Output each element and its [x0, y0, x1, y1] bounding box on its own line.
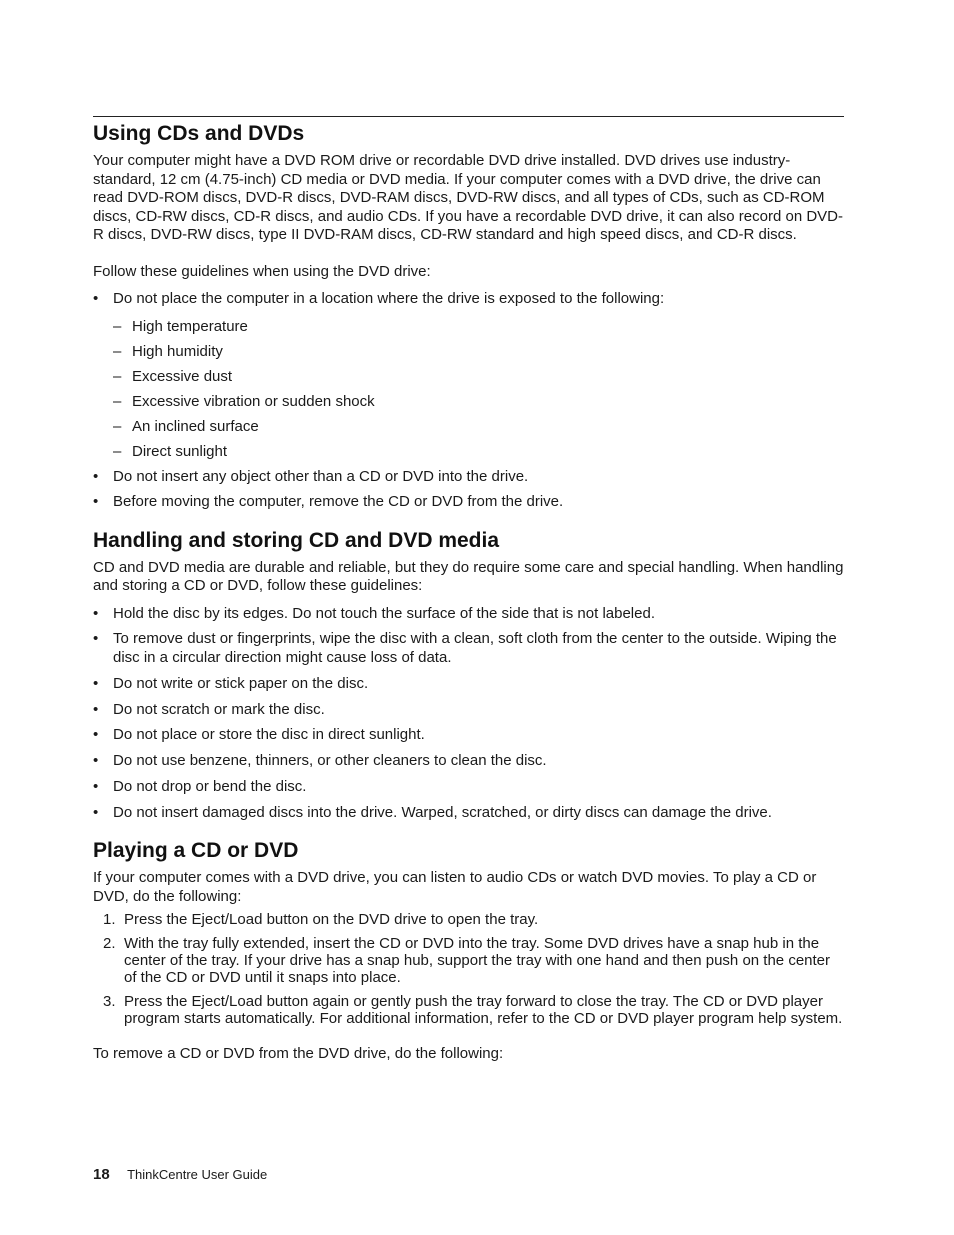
page-footer [93, 1166, 267, 1183]
list-item: • Do not insert damaged discs into the drive. Warped, scratched, or dirty discs can damage the drive. [93, 804, 845, 823]
step-text: Press the Eject/Load button again or gently push the tray forward to close the tray. The CD or DVD player program starts automatically. For additional information, refer to the CD or DVD player program help system. [124, 993, 843, 1028]
list-item: • Do not drop or bend the disc. [93, 778, 845, 797]
page-number: 18 [93, 1166, 110, 1183]
step-number: 3. [103, 993, 116, 1011]
handling-intro-paragraph: CD and DVD media are durable and reliable, but they do require some care and special handling. When handling and storing a CD or DVD, follow these guidelines: [93, 558, 844, 595]
list-item: – An inclined surface [93, 418, 845, 437]
list-item: • Do not write or stick paper on the disc. [93, 675, 845, 694]
step-number: 2. [103, 935, 116, 953]
list-item: • Do not use benzene, thinners, or other cleaners to clean the disc. [93, 752, 845, 771]
step-text: With the tray fully extended, insert the CD or DVD into the tray. Some DVD drives have a snap hub in the center of the tray. If your drive has a snap hub, support the tray with one hand and then push on the center of the CD or DVD until it snaps into place. [124, 935, 831, 987]
intro-paragraph: Your computer might have a DVD ROM drive or recordable DVD drive installed. DVD drives use industry-standard, 12 cm (4.75-inch) CD media or DVD media. If your computer comes with a DVD drive, the drive can read DVD-ROM discs, DVD-R discs, DVD-RAM discs, DVD-RW discs, and all types of CDs, such as CD-ROM discs, CD-RW discs, CD-R discs, and audio CDs. If you have a recordable DVD drive, it can also record on DVD-R discs, DVD-RW discs, type II DVD-RAM discs, CD-RW standard and high speed discs, and CD-R discs. [93, 152, 843, 243]
step-text: Press the Eject/Load button on the DVD drive to open the tray. [124, 911, 539, 929]
drive-guidelines-list [93, 290, 845, 512]
top-rule [93, 116, 844, 117]
list-item: • To remove dust or fingerprints, wipe the disc with a clean, soft cloth from the center to the outside. Wiping the disc in a circular direction might cause loss of data. [93, 630, 845, 667]
list-item: – Excessive vibration or sudden shock [93, 393, 845, 412]
list-item [93, 911, 845, 928]
list-item: – Excessive dust [93, 368, 845, 387]
list-item: • Do not place or store the disc in direct sunlight. [93, 726, 845, 745]
book-title: ThinkCentre User Guide [127, 1167, 268, 1182]
playing-steps-list [93, 911, 845, 1027]
remove-lead: To remove a CD or DVD from the DVD drive, do the following: [93, 1045, 504, 1063]
sub-list [93, 318, 845, 462]
section-heading-using-cds-dvds: Using CDs and DVDs [93, 122, 305, 145]
guidelines-lead: Follow these guidelines when using the DVD drive: [93, 262, 431, 280]
list-item: – High temperature [93, 318, 845, 337]
section-heading-playing: Playing a CD or DVD [93, 839, 299, 863]
handling-guidelines-list [93, 605, 845, 823]
list-item: • Do not insert any object other than a CD or DVD into the drive. [93, 468, 845, 487]
list-item [93, 935, 845, 986]
list-item: • Do not scratch or mark the disc. [93, 701, 845, 720]
list-item [93, 993, 845, 1027]
list-item: – High humidity [93, 343, 845, 362]
page-content [93, 120, 845, 1064]
list-item: • Do not place the computer in a location where the drive is exposed to the following: [93, 290, 845, 309]
section-heading-handling-storing: Handling and storing CD and DVD media [93, 528, 500, 552]
playing-intro-paragraph: If your computer comes with a DVD drive, you can listen to audio CDs or watch DVD movies. To play a CD or DVD, do the following: [93, 869, 817, 905]
list-item: • Hold the disc by its edges. Do not touch the surface of the side that is not labeled. [93, 605, 845, 624]
list-item: • Before moving the computer, remove the CD or DVD from the drive. [93, 493, 845, 512]
list-item: – Direct sunlight [93, 443, 845, 462]
step-number: 1. [103, 911, 116, 929]
